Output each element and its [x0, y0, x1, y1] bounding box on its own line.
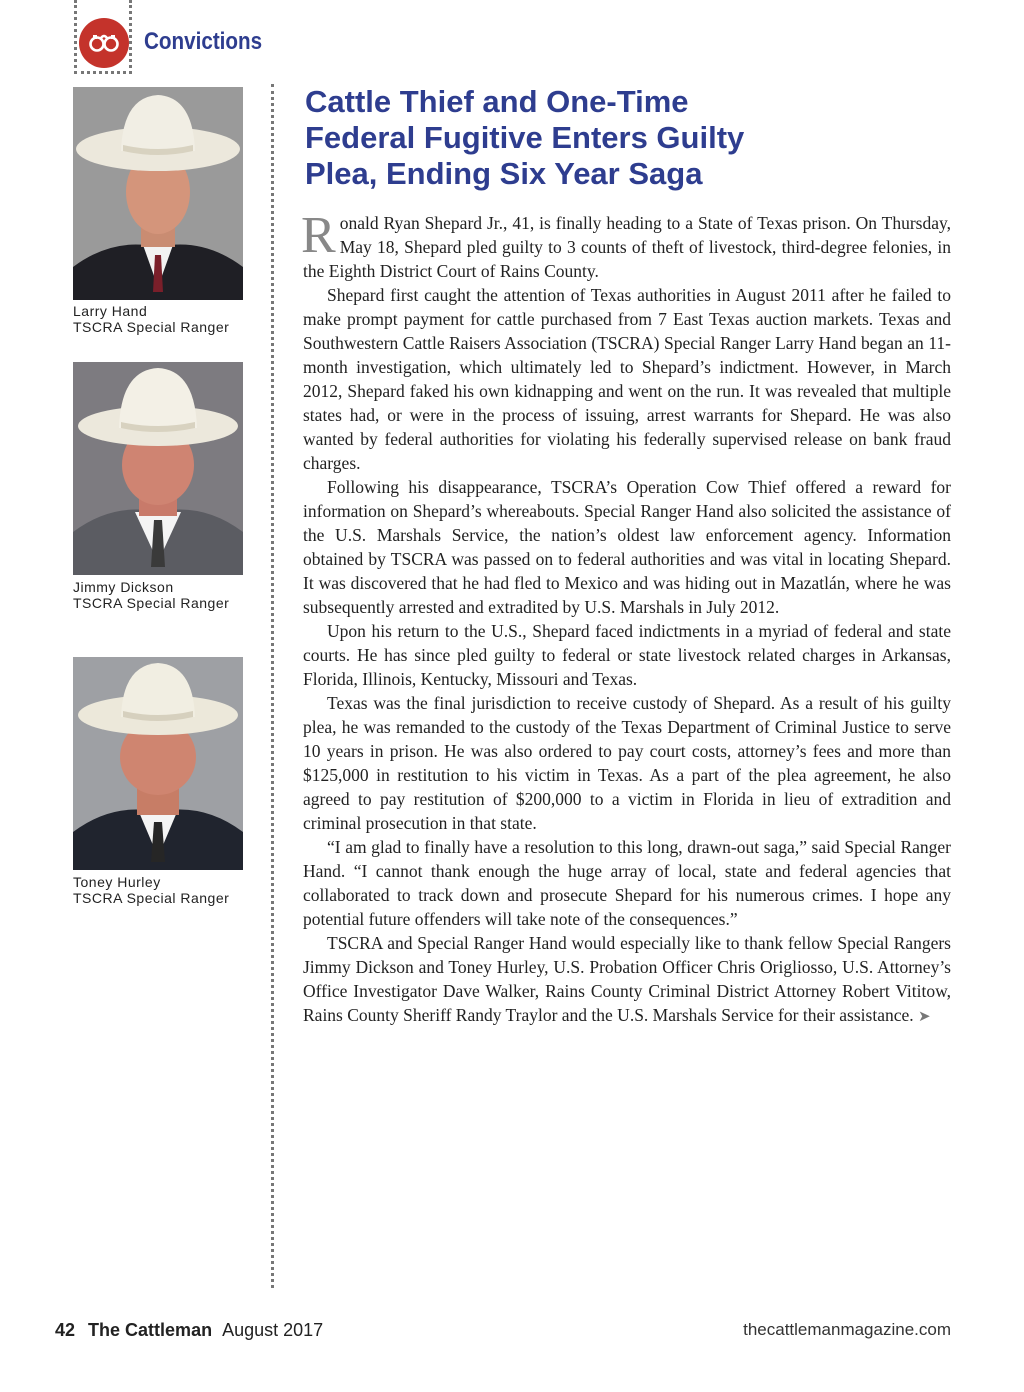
- magazine-name: The Cattleman: [88, 1320, 213, 1340]
- page-footer-left: [55, 1320, 323, 1341]
- caption-role: TSCRA Special Ranger: [73, 595, 230, 611]
- article-paragraph: “I am glad to finally have a resolution to this long, drawn-out saga,” said Special Ranger Hand. “I cannot thank enough the huge array of local, state and federal agencies that collaborated to track down and prosecute Shepard for his numerous crimes. I hope any potential future offenders will take note of the consequences.”: [303, 837, 951, 929]
- photo-caption-larry-hand: [73, 303, 263, 335]
- article-paragraph: [301, 207, 951, 283]
- section-title: Convictions: [144, 28, 263, 55]
- page-number: 42: [55, 1320, 76, 1340]
- caption-name: Larry Hand: [73, 303, 148, 319]
- end-arrow-icon: ➤: [918, 1007, 931, 1025]
- ranger-photo-toney-hurley: [73, 657, 243, 870]
- paragraph-text: TSCRA and Special Ranger Hand would especially like to thank fellow Special Rangers Jimmy Dickson and Toney Hurley, U.S. Probation Officer Chris Origliosso, U.S. Attorney’s Office Investigator Dave Walker, Rains County Criminal District Attorney Robert Vititow, Rains County Sheriff Randy Traylor and the U.S. Marshals Service for their assistance.: [303, 933, 951, 1025]
- caption-role: TSCRA Special Ranger: [73, 890, 230, 906]
- headline-line: Cattle Thief and One-Time: [305, 84, 689, 119]
- paragraph-text: onald Ryan Shepard Jr., 41, is finally heading to a State of Texas prison. On Thursday, May 18, Shepard pled guilty to 3 counts of theft of livestock, third-degree felonies, in the Eighth District Court of Rains County.: [303, 213, 951, 281]
- article-paragraph: Shepard first caught the attention of Texas authorities in August 2011 after he failed to make prompt payment for cattle purchased from 7 East Texas auction markets. Texas and Southwestern Cattle Raisers Association (TSCRA) Special Ranger Larry Hand began an 11-month investigation, which ultimately led to Shepard’s indictment. However, in March 2012, Shepard faked his own kidnapping and went on the run. It was revealed that multiple states had, or were in the process of issuing, arrest warrants for Shepard. He was also wanted by federal authorities for violating his federally supervised release on bank fraud charges.: [303, 285, 951, 473]
- article-paragraph: Upon his return to the U.S., Shepard faced indictments in a myriad of federal and state courts. He has since pled guilty to federal or state livestock related charges in Arkansas, Florida, Illinois, Kentucky, Missouri and Texas.: [303, 621, 951, 689]
- headline-line: Federal Fugitive Enters Guilty: [305, 120, 745, 155]
- article-headline: [305, 84, 825, 192]
- caption-name: Jimmy Dickson: [73, 579, 174, 595]
- article-paragraph: [303, 931, 951, 1028]
- issue-date: August 2017: [222, 1320, 324, 1340]
- handcuffs-icon: [79, 18, 129, 68]
- column-divider: [271, 84, 274, 1288]
- drop-cap: R: [301, 207, 336, 264]
- photo-caption-toney-hurley: [73, 874, 263, 906]
- ranger-photo-jimmy-dickson: [73, 362, 243, 575]
- ranger-photo-larry-hand: [73, 87, 243, 300]
- article-body: [301, 207, 951, 1028]
- headline-line: Plea, Ending Six Year Saga: [305, 156, 703, 191]
- article-paragraph: Following his disappearance, TSCRA’s Operation Cow Thief offered a reward for information on Shepard’s whereabouts. Special Ranger Hand also solicited the assistance of the U.S. Marshals Service, the nation’s oldest law enforcement agency. Information obtained by TSCRA was passed on to federal authorities and was vital in locating Shepard. It was discovered that he had fled to Mexico and was hiding out in Mazatlán, where he was subsequently arrested and extradited by U.S. Marshals in July 2012.: [303, 477, 951, 617]
- photo-caption-jimmy-dickson: [73, 579, 263, 611]
- article-paragraph: Texas was the final jurisdiction to receive custody of Shepard. As a result of his guilty plea, he was remanded to the custody of the Texas Department of Criminal Justice to serve 10 years in prison. He was also ordered to pay court costs, attorney’s fees and more than $125,000 in restitution to his victim in Texas. As a part of the plea agreement, he also agreed to pay restitution of $200,000 to a victim in Florida in lieu of extradition and criminal prosecution in that state.: [303, 693, 951, 833]
- caption-role: TSCRA Special Ranger: [73, 319, 230, 335]
- caption-name: Toney Hurley: [73, 874, 161, 890]
- website-url: thecattlemanmagazine.com: [743, 1320, 951, 1339]
